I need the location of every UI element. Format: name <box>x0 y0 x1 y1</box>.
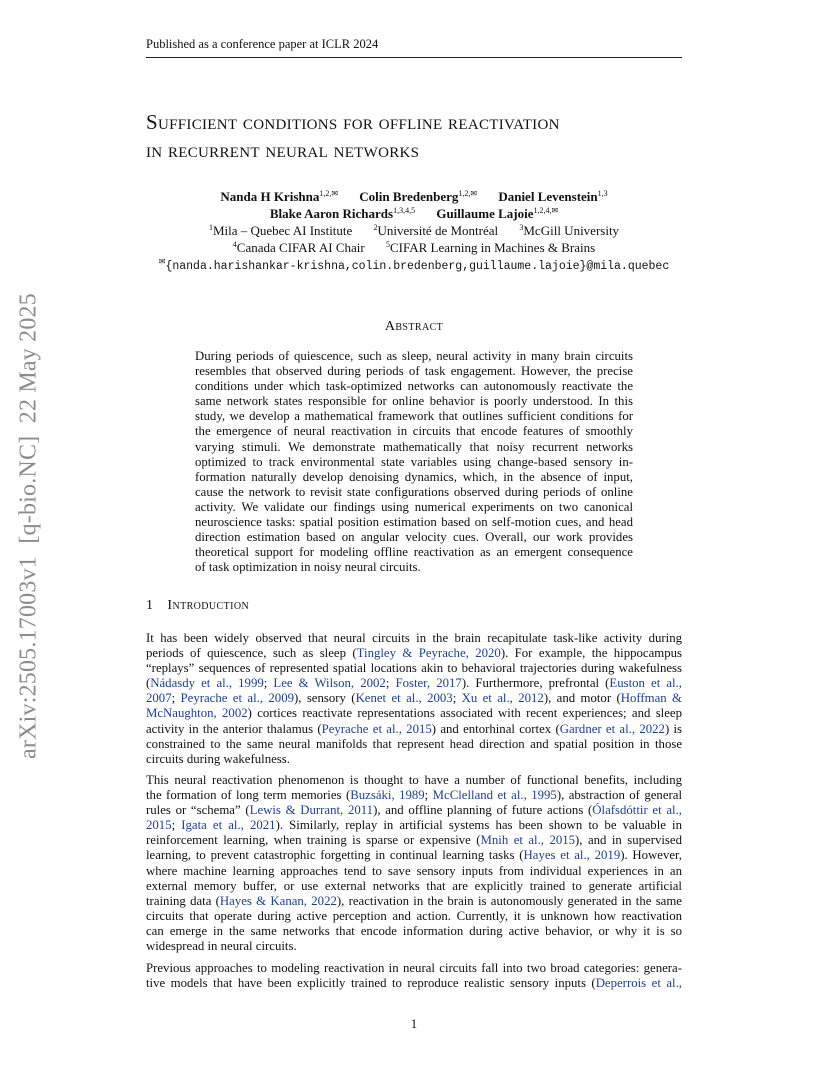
abstract-line: study, we develop a mathematical framework that outlines sufficient conditions for <box>195 409 633 424</box>
affiliation-number: 4 <box>232 240 237 249</box>
text-run: Previous approaches to modeling reactivation in neural circuits fall into two broad categories: genera- <box>146 961 682 975</box>
abstract-line: activity. We validate our findings using numerical experiments on two canonical <box>195 499 633 514</box>
title-line-1: Sufficient conditions for offline reactivation <box>146 110 560 134</box>
text-run: the formation of long term memories ( <box>146 788 351 803</box>
text-run: ; <box>385 676 396 691</box>
intro-paragraph-3 <box>146 961 682 991</box>
abstract-line: conditions under which task-optimized networks can autonomously reactivate the <box>195 379 633 394</box>
text-run: reinforcement learning, when training is sparse or expensive ( <box>146 833 481 848</box>
text-run: This neural reactivation phenomenon is thought to have a number of functional benefits, including <box>146 773 682 787</box>
text-run: ). Similarly, replay in artificial systems has been shown to be valuable in <box>275 818 682 833</box>
text-run: ( <box>146 676 151 691</box>
affiliation-number: 5 <box>385 240 390 249</box>
text-run: ; <box>263 676 274 691</box>
author-name: Blake Aaron Richards <box>269 206 394 221</box>
paper-title <box>146 108 706 164</box>
text-line <box>146 879 682 894</box>
text-run: ; <box>171 691 181 706</box>
text-line <box>146 661 682 676</box>
text-line <box>146 894 682 909</box>
email-row <box>146 256 682 275</box>
text-run: ), abstraction of general <box>556 788 682 803</box>
section-title: Introduction <box>167 598 250 613</box>
text-line <box>146 864 682 879</box>
text-line <box>146 924 682 939</box>
text-line <box>146 773 682 788</box>
citation-link[interactable]: Peyrache et al., 2015 <box>321 721 432 736</box>
author-name: Nanda H Krishna <box>220 189 320 204</box>
section-heading <box>146 598 249 614</box>
abstract-line: the emergence of neural reactivation in circuits that encode features of smoothly <box>195 424 633 439</box>
text-line <box>146 706 682 721</box>
abstract-line: same network states responsible for online behavior is poorly understood. In this <box>195 394 633 409</box>
text-run: ). For example, the hippocampus <box>500 646 683 661</box>
text-run: where machine learning approaches tend to save sensory inputs from individual experiences in an <box>146 863 682 878</box>
text-run: “replays” sequences of represented spatial locations akin to behavioral trajectories during wakefulness <box>146 661 682 676</box>
author-affiliation-mark: 1,2,4,✉ <box>533 206 559 215</box>
citation-link[interactable]: Nádasdy et al., 1999 <box>150 676 264 691</box>
abstract-line: varying stimuli. We demonstrate mathematically that noisy recurrent networks <box>195 439 633 454</box>
text-run: ) is <box>664 721 683 736</box>
affiliation: Université de Montréal <box>377 223 499 238</box>
text-run: ) and entorhinal cortex ( <box>431 721 560 736</box>
citation-link[interactable]: Kenet et al., 2003 <box>355 691 453 706</box>
arxiv-identifier[interactable]: arXiv:2505.17003v1 [q-bio.NC] 22 May 2025 <box>15 293 42 759</box>
text-run: widespread in neural circuits. <box>146 939 297 954</box>
author-name: Guillaume Lajoie <box>436 206 534 221</box>
intro-paragraph-1 <box>146 631 682 767</box>
text-line <box>146 691 682 706</box>
abstract-heading: Abstract <box>384 319 444 334</box>
text-run: ). Furthermore, prefrontal ( <box>461 676 610 691</box>
author-row-2 <box>146 205 682 222</box>
citation-link[interactable]: Euston et al., <box>609 676 682 691</box>
citation-link[interactable]: Hoffman & <box>620 691 683 706</box>
text-line <box>146 722 682 737</box>
citation-link[interactable]: Foster, 2017 <box>395 676 462 691</box>
text-line <box>146 752 682 767</box>
affiliation-row-1 <box>146 222 682 239</box>
abstract-line: formation naturally develop denoising dynamics, which, in the absence of input, <box>195 469 633 484</box>
text-run: ), and in supervised <box>575 833 682 848</box>
affiliation-row-2 <box>146 239 682 256</box>
citation-link[interactable]: Deperrois et al., <box>595 976 682 991</box>
text-run: constrained to the same neural manifolds that represent head direction and spatial position in those <box>146 736 682 751</box>
citation-link[interactable]: Igata et al., 2021 <box>181 818 276 833</box>
abstract-line: neuroscience tasks: spatial position estimation based on self-motion cues, and head <box>195 515 633 530</box>
text-run: ), and motor ( <box>543 691 621 706</box>
author-affiliation-mark: 1,2,✉ <box>319 189 339 198</box>
author-row-1 <box>146 188 682 205</box>
affiliation-number: 2 <box>373 223 378 232</box>
text-line <box>146 976 682 991</box>
citation-link[interactable]: 2007 <box>146 691 172 706</box>
citation-link[interactable]: Buzsáki, 1989 <box>350 788 425 803</box>
text-run: ), sensory ( <box>294 691 356 706</box>
text-run: circuits during wakefulness. <box>146 751 290 766</box>
text-run: rules or “schema” ( <box>146 803 250 818</box>
abstract-line: cause the network to revisit state configurations observed during periods of online <box>195 484 633 499</box>
citation-link[interactable]: Xu et al., 2012 <box>461 691 544 706</box>
affiliation-number: 3 <box>519 223 524 232</box>
text-line <box>146 848 682 863</box>
abstract-line: direction estimation based on angular velocity cues. Overall, our work provides <box>195 530 633 545</box>
abstract-line: optimized to track environmental state variables using change-based sensory in- <box>195 454 633 469</box>
citation-link[interactable]: Tingley & Peyrache, 2020 <box>356 646 501 661</box>
text-run: external memory buffer, or use external networks that are explicitly trained to generate artificial <box>146 878 682 893</box>
affiliation: McGill University <box>523 223 620 238</box>
text-run: tive models that have been explicitly trained to reproduce realistic sensory inputs ( <box>146 976 596 991</box>
text-line <box>146 818 682 833</box>
abstract-line: resembles that observed during periods of task engagement. However, the precise <box>195 364 633 379</box>
citation-link[interactable]: McClelland et al., 1995 <box>432 788 557 803</box>
author-affiliation-mark: 1,3,4,5 <box>393 206 416 215</box>
citation-link[interactable]: Mnih et al., 2015 <box>480 833 576 848</box>
affiliation: Canada CIFAR AI Chair <box>236 240 365 255</box>
text-line <box>146 737 682 752</box>
running-head: Published as a conference paper at ICLR 2024 <box>146 37 682 58</box>
abstract-body <box>195 349 633 575</box>
text-run: It has been widely observed that neural circuits in the brain recapitulate task-like activity during <box>146 631 682 645</box>
text-run: ; <box>171 818 182 833</box>
affiliation: Mila – Quebec AI Institute <box>212 223 353 238</box>
citation-link[interactable]: Peyrache et al., 2009 <box>180 691 294 706</box>
text-run: ). However, <box>620 848 683 863</box>
citation-link[interactable]: Lewis & Durrant, 2011 <box>249 803 374 818</box>
text-run: training data ( <box>146 893 220 908</box>
citation-link[interactable]: Ólafsdóttir et al., <box>592 803 682 818</box>
citation-link[interactable]: Lee & Wilson, 2002 <box>273 676 386 691</box>
text-run: learning, to prevent catastrophic forgetting in continual learning tasks ( <box>146 848 524 863</box>
text-line <box>146 646 682 661</box>
arxiv-stamp <box>14 265 44 787</box>
citation-link[interactable]: 2015 <box>146 818 172 833</box>
text-line <box>146 833 682 848</box>
author-affiliation-mark: 1,3 <box>597 189 608 198</box>
text-run: ) cortices reactivate representations associated with recent experiences; and sleep <box>247 706 682 721</box>
text-line <box>146 803 682 818</box>
text-line <box>146 909 682 924</box>
affiliation: CIFAR Learning in Machines & Brains <box>389 240 596 255</box>
text-line <box>146 788 682 803</box>
text-line <box>146 939 682 954</box>
text-run: activity in the anterior thalamus ( <box>146 721 322 736</box>
citation-link[interactable]: Hayes & Kanan, 2022 <box>219 893 337 908</box>
abstract-line: of task optimization in noisy neural circuits. <box>195 560 421 575</box>
text-run: circuits that operate during active perception and action. Currently, it is unknown how reactivation <box>146 908 682 923</box>
abstract-line: theoretical support for modeling offline reactivation as an emergent consequence <box>195 545 633 560</box>
text-run: ; <box>452 691 462 706</box>
citation-link[interactable]: Hayes et al., 2019 <box>523 848 621 863</box>
text-run: ; <box>424 788 433 803</box>
author-block <box>146 188 682 275</box>
citation-link[interactable]: Gardner et al., 2022 <box>559 721 665 736</box>
intro-paragraph-2 <box>146 773 682 954</box>
author-name: Daniel Levenstein <box>498 189 598 204</box>
citation-link[interactable]: McNaughton, 2002 <box>146 706 248 721</box>
email-icon: ✉ <box>158 257 166 266</box>
page-number: 1 <box>410 1017 418 1031</box>
author-emails[interactable]: {nanda.harishankar-krishna,colin.bredenberg,guillaume.lajoie}@mila.quebec <box>165 260 670 273</box>
text-run: periods of quiescence, such as sleep ( <box>146 646 357 661</box>
text-run: ), reactivation in the brain is autonomously generated in the same <box>336 893 682 908</box>
text-run: can emerge in the same networks that encode information during active behavior, or why it is so <box>146 923 682 938</box>
text-line <box>146 676 682 691</box>
text-line <box>146 631 682 646</box>
abstract-line: During periods of quiescence, such as sleep, neural activity in many brain circuits <box>195 349 633 363</box>
section-number: 1 <box>146 598 154 613</box>
text-run: ), and offline planning of future actions ( <box>373 803 593 818</box>
title-line-2: in recurrent neural networks <box>146 138 420 162</box>
text-line <box>146 961 682 976</box>
author-name: Colin Bredenberg <box>359 189 459 204</box>
affiliation-number: 1 <box>208 223 213 232</box>
author-affiliation-mark: 1,2,✉ <box>458 189 478 198</box>
